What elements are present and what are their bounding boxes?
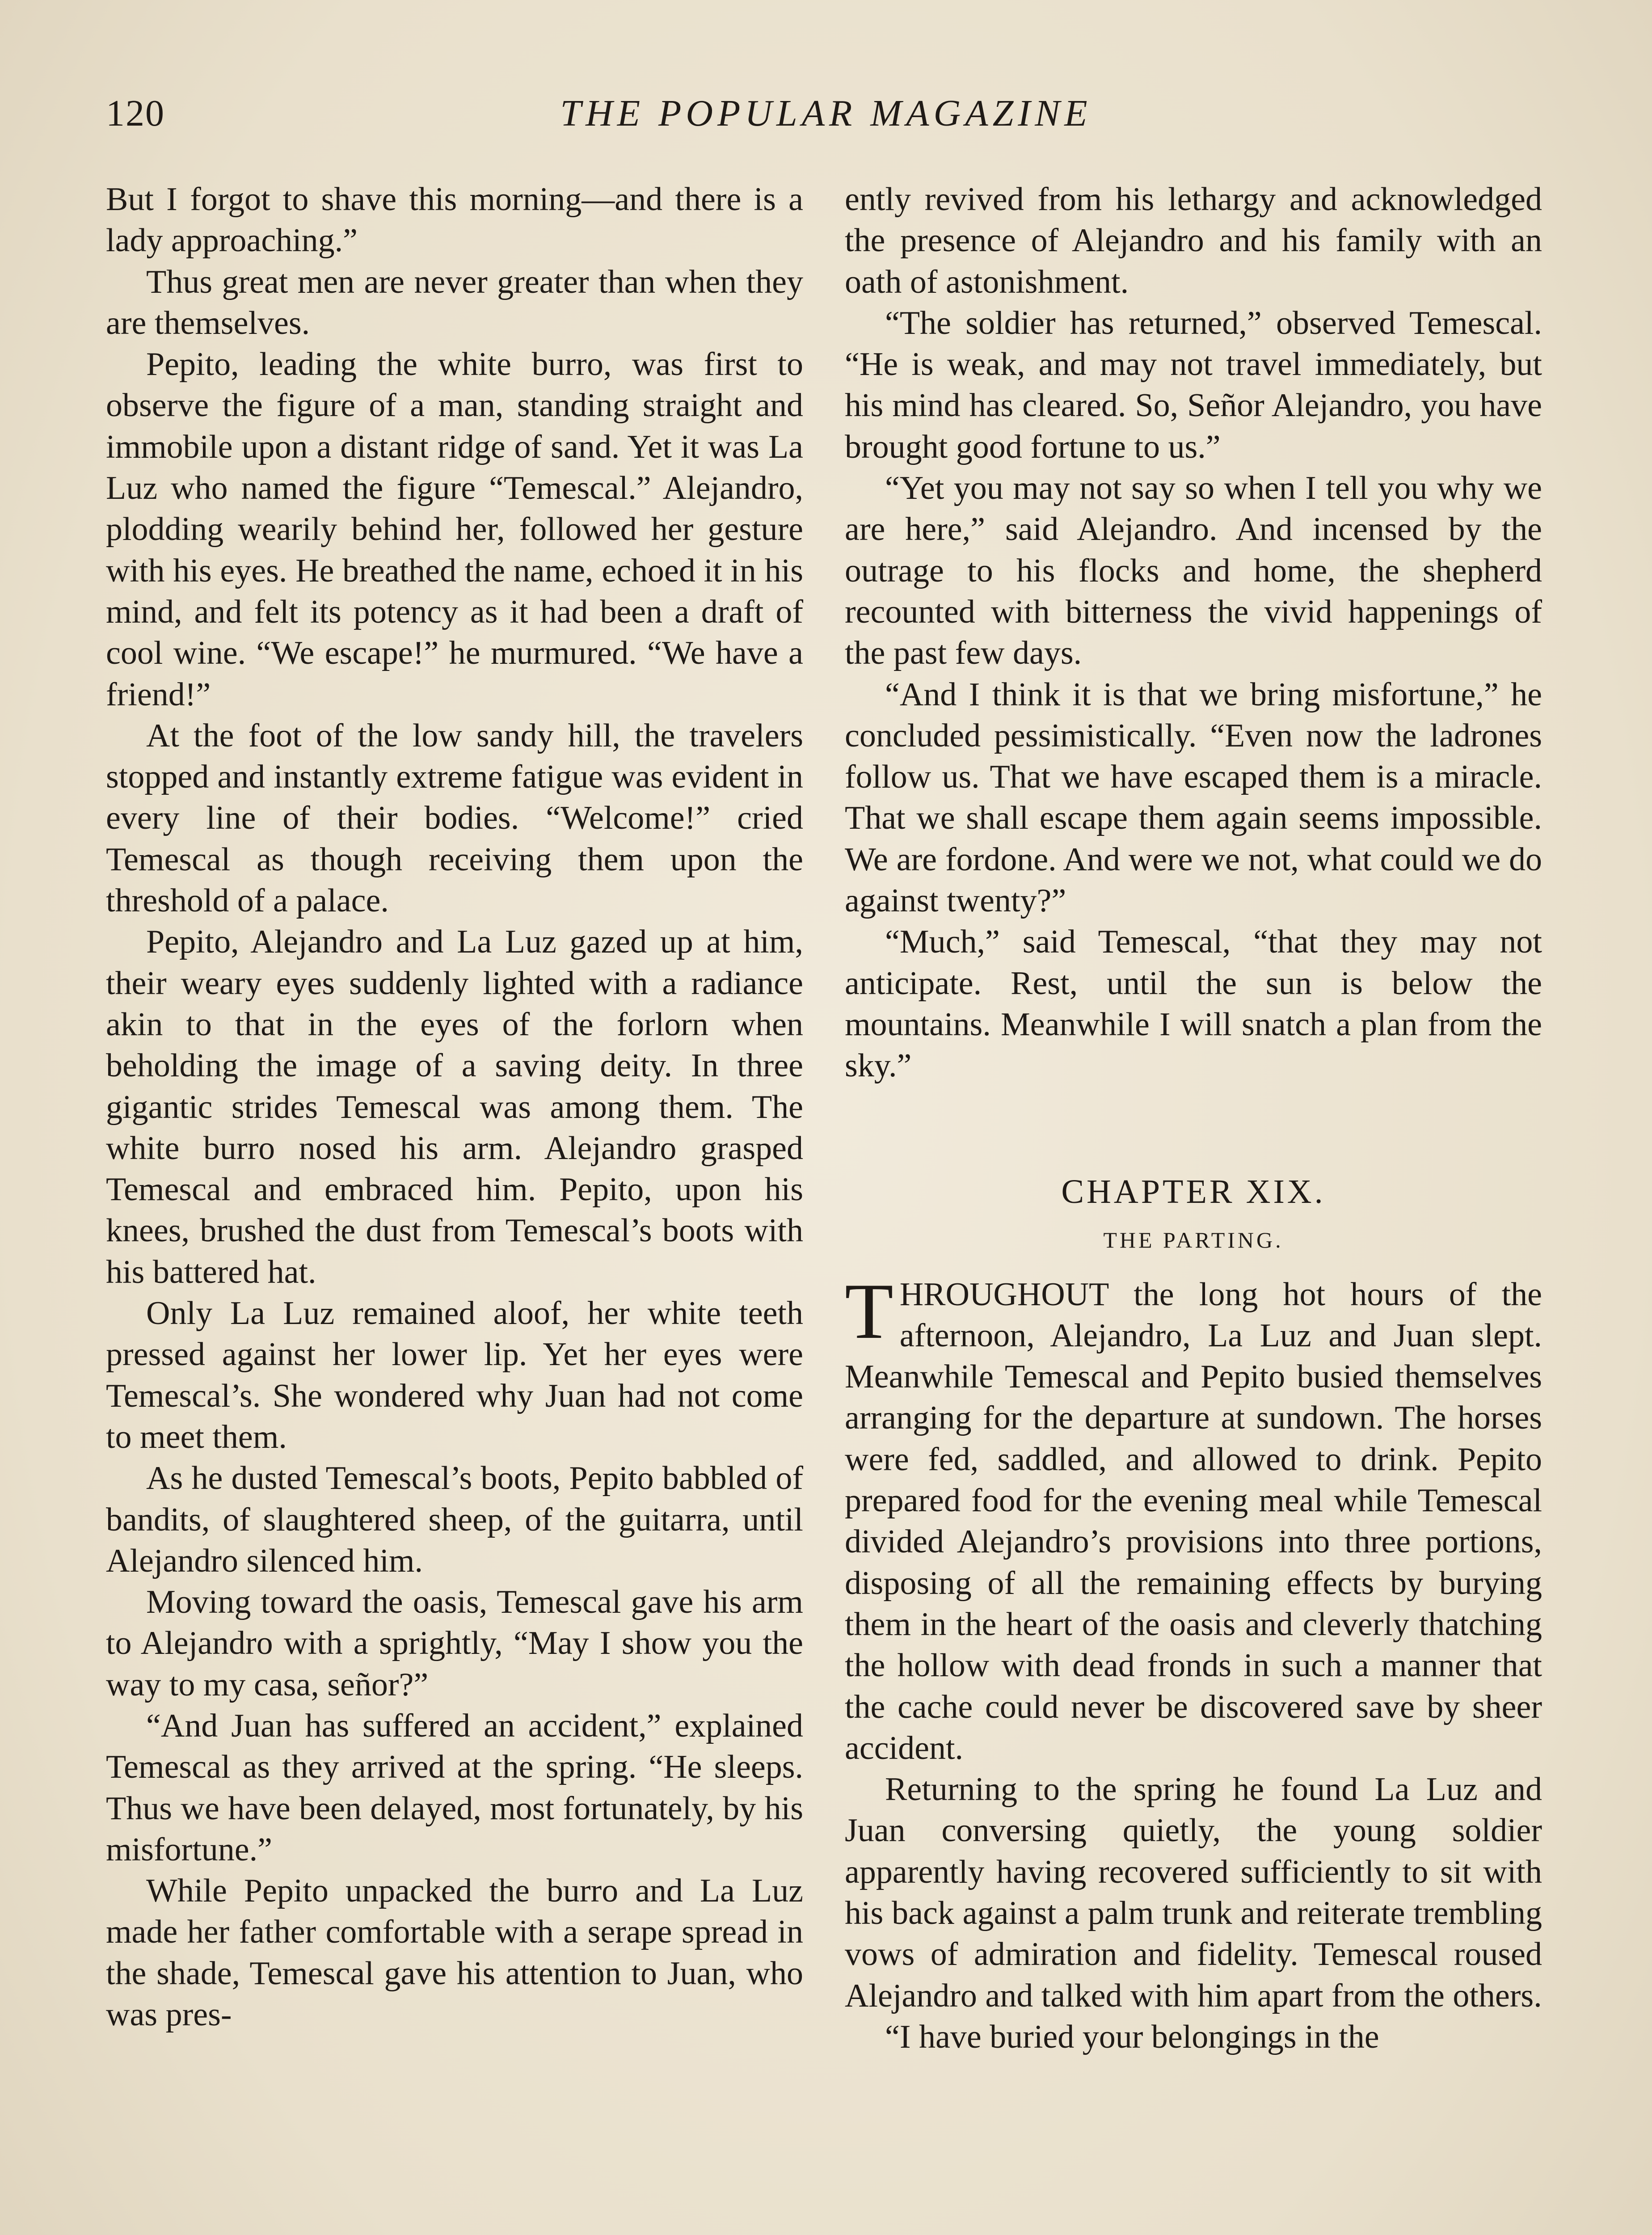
paragraph: Pepito, leading the white burro, was first to observe the figure of a man, standing straight and immobile upon a distant ridge of sand. Yet it was La Luz who named the figure “Temescal.” Alejandro, plodding wearily behind her, followed her gesture with his eyes. He breathed the name, echoed it in his mind, and felt its potency as it had been a draft of cool wine. “We escape!” he murmured. “We have a friend!” (106, 346, 803, 713)
paragraph: “And I think it is that we bring misfortune,” he concluded pessimistically. “Even now the ladrones follow us. That we have escaped them is a miracle. That we shall escape them again seems impossible. We are fordone. And were we not, what could we do against twenty?” (845, 676, 1542, 919)
paragraph: ently revived from his lethargy and acknowledged the presence of Alejandro and his family with an oath of astonishment. (845, 181, 1542, 300)
drop-cap: T (845, 1266, 893, 1355)
running-head: THE POPULAR MAGAZINE (560, 93, 1092, 134)
paragraph: “And Juan has suffered an accident,” explained Temescal as they arrived at the spring. “He sleeps. Thus we have been delayed, most fortunately, by his misfortune.” (106, 1707, 803, 1868)
left-column (106, 179, 803, 2035)
paragraph: Pepito, Alejandro and La Luz gazed up at him, their weary eyes suddenly lighted with a radiance akin to that in the eyes of the forlorn when beholding the image of a saving deity. In three gigantic strides Temescal was among them. The white burro nosed his arm. Alejandro grasped Temescal and embraced him. Pepito, upon his knees, brushed the dust from Temescal’s boots with his battered hat. (106, 924, 803, 1290)
page-header (106, 92, 1546, 145)
paragraph: While Pepito unpacked the burro and La Luz made her father comfortable with a serape spread in the shade, Temescal gave his attention to Juan, who was pres- (106, 1872, 803, 2033)
paragraph: Moving toward the oasis, Temescal gave his arm to Alejandro with a sprightly, “May I show you the way to my casa, señor?” (106, 1584, 803, 1703)
paragraph: Only La Luz remained aloof, her white teeth pressed against her lower lip. Yet her eyes were Temescal’s. She wondered why Juan had not come to meet them. (106, 1295, 803, 1455)
chapter-subtitle: THE PARTING. (1103, 1227, 1284, 1252)
paragraph: Returning to the spring he found La Luz and Juan conversing quietly, the young soldier apparently having recovered sufficiently to sit with his back against a palm trunk and reiterate trembling vows of admiration and fidelity. Temescal roused Alejandro and talked with him apart from the others. (845, 1771, 1542, 2014)
paragraph-text: HROUGHOUT the long hot hours of the afternoon, Alejandro, La Luz and Juan slept. Meanwhile Temescal and Pepito busied themselves arranging for the departure at sundown. The horses were fed, saddled, and allowed to drink. Pepito prepared food for the evening meal while Temescal divided Alejandro’s provisions into three portions, disposing of all the remaining effects by burying them in the heart of the oasis and cleverly thatching the hollow with dead fronds in such a manner that the cache could never be discovered save by sheer accident. (845, 1276, 1542, 1767)
chapter-title: CHAPTER XIX. (1061, 1172, 1326, 1210)
right-column (845, 179, 1542, 2058)
paragraph: “Yet you may not say so when I tell you why we are here,” said Alejandro. And incensed by the outrage to his flocks and home, the shepherd recounted with bitterness the vivid happenings of the past few days. (845, 470, 1542, 672)
paragraph: “Much,” said Temescal, “that they may not anticipate. Rest, until the sun is below the mountains. Meanwhile I will snatch a plan from the sky.” (845, 924, 1542, 1084)
page-number: 120 (106, 93, 165, 134)
chapter-opening-paragraph (845, 1266, 1542, 1769)
paragraph: At the foot of the low sandy hill, the travelers stopped and instantly extreme fatigue was evident in every line of their bodies. “Welcome!” cried Temescal as though receiving them upon the threshold of a palace. (106, 717, 803, 919)
paragraph: Thus great men are never greater than when they are themselves. (106, 263, 803, 342)
paragraph: “The soldier has returned,” observed Temescal. “He is weak, and may not travel immediately, but his mind has cleared. So, Señor Alejandro, you have brought good fortune to us.” (845, 304, 1542, 465)
paragraph: As he dusted Temescal’s boots, Pepito babbled of bandits, of slaughtered sheep, of the guitarra, until Alejandro silenced him. (106, 1460, 803, 1579)
paragraph: But I forgot to shave this morning—and there is a lady approaching.” (106, 181, 803, 259)
paragraph: “I have buried your belongings in the (885, 2018, 1379, 2055)
